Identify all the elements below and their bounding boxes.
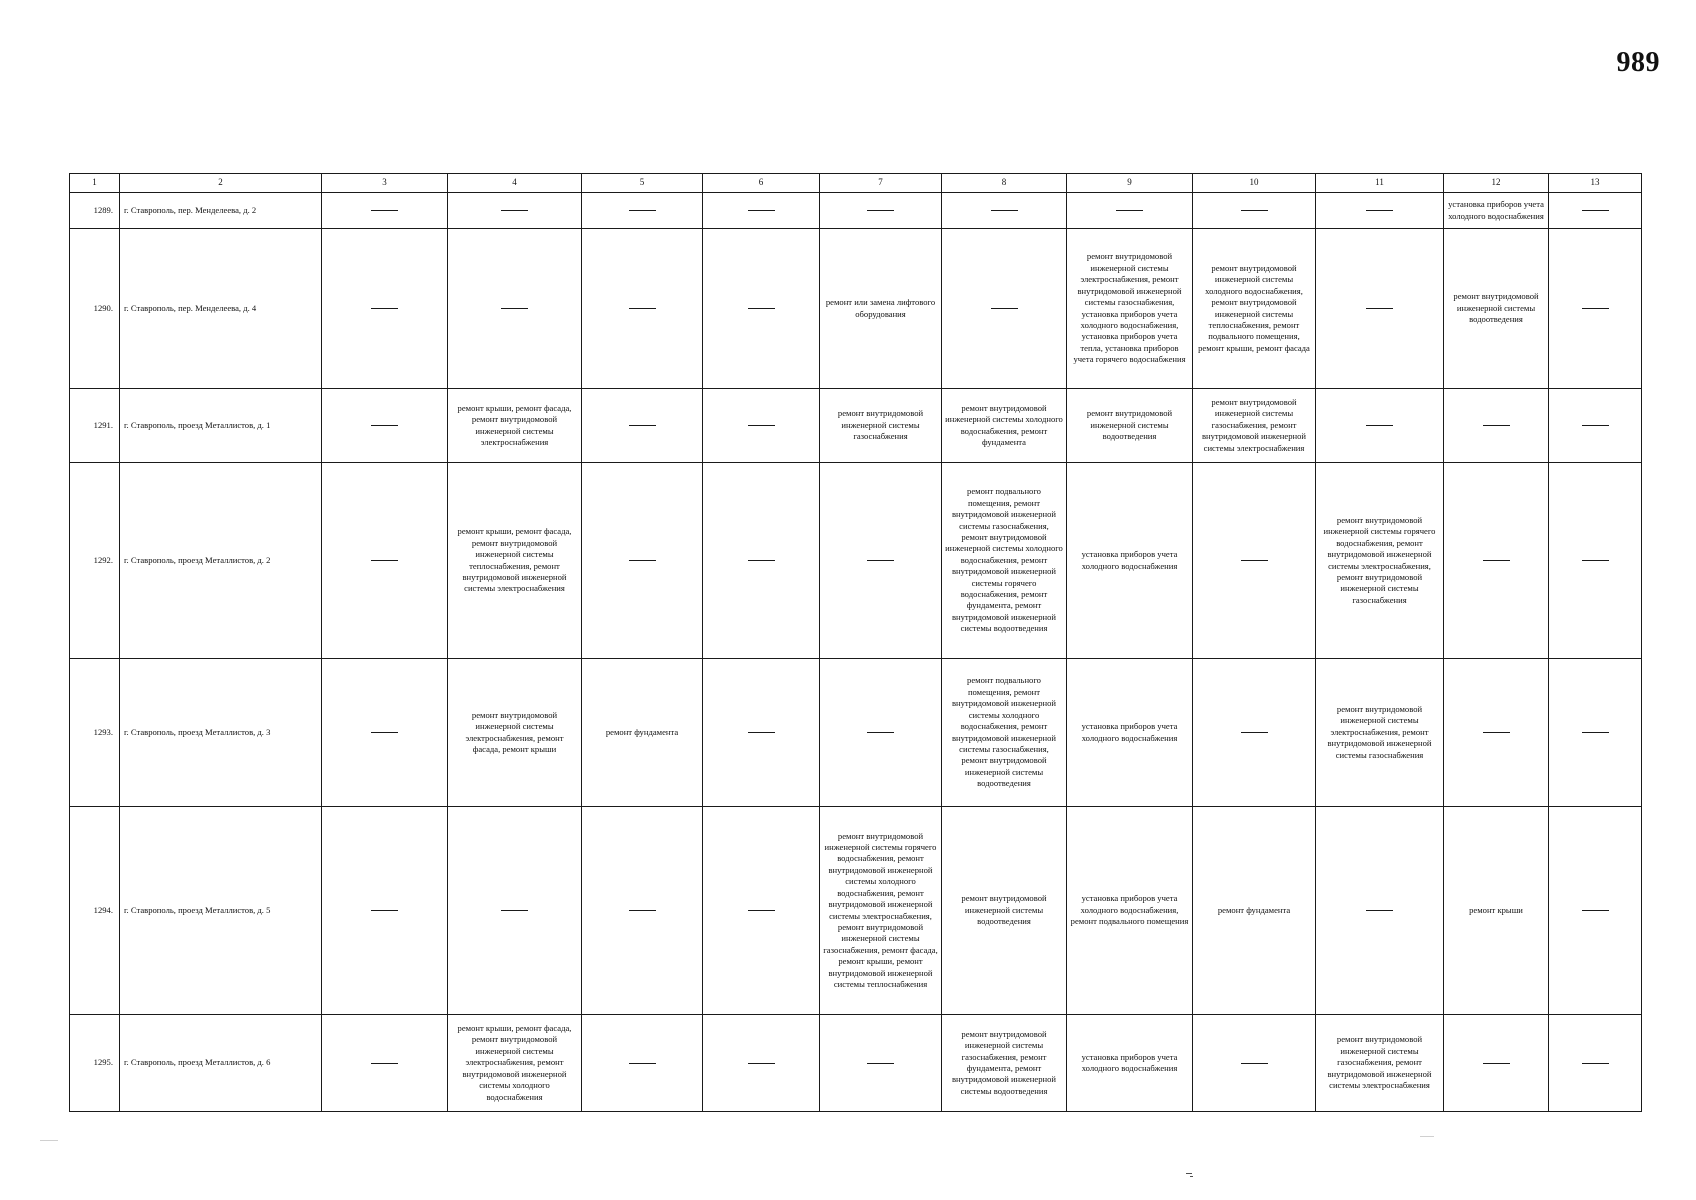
dash-mark xyxy=(991,210,1018,211)
dash-mark xyxy=(867,1063,894,1064)
dash-mark xyxy=(371,210,398,211)
dash-mark xyxy=(629,560,656,561)
empty-cell xyxy=(703,193,820,229)
dash-mark xyxy=(867,210,894,211)
dash-mark xyxy=(1116,210,1143,211)
empty-cell xyxy=(582,807,703,1015)
empty-cell xyxy=(448,807,582,1015)
column-header: 13 xyxy=(1549,174,1642,193)
column-header: 1 xyxy=(70,174,120,193)
column-number-row xyxy=(70,174,1642,193)
empty-cell xyxy=(1549,1015,1642,1112)
empty-cell xyxy=(1316,229,1444,389)
dash-mark xyxy=(1241,560,1268,561)
work-cell: ремонт подвального помещения, ремонт внутридомовой инженерной системы холодного водоснабжения, ремонт внутридомовой инженерной системы газоснабжения, ремонт внутридомовой инженерной системы водоотведения xyxy=(942,659,1067,807)
dash-mark xyxy=(1366,308,1393,309)
column-header: 4 xyxy=(448,174,582,193)
dash-mark xyxy=(1483,560,1510,561)
address-cell: г. Ставрополь, пер. Менделеева, д. 4 xyxy=(120,229,322,389)
column-header: 9 xyxy=(1067,174,1193,193)
dash-mark xyxy=(501,910,528,911)
work-cell: ремонт внутридомовой инженерной системы газоснабжения, ремонт внутридомовой инженерной системы электроснабжения xyxy=(1193,389,1316,463)
column-header: 6 xyxy=(703,174,820,193)
dash-mark xyxy=(1241,1063,1268,1064)
dash-mark xyxy=(629,308,656,309)
dash-mark xyxy=(748,210,775,211)
work-cell: ремонт внутридомовой инженерной системы водоотведения xyxy=(1444,229,1549,389)
empty-cell xyxy=(1549,229,1642,389)
empty-cell xyxy=(1549,193,1642,229)
dash-mark xyxy=(748,560,775,561)
dash-mark xyxy=(748,732,775,733)
dash-mark xyxy=(1582,910,1609,911)
work-cell: ремонт внутридомовой инженерной системы электроснабжения, ремонт внутридомовой инженерной системы газоснабжения, установка приборов учета холодного водоснабжения, установка приборов учета тепла, установка приборов учета горячего водоснабжения xyxy=(1067,229,1193,389)
dash-mark xyxy=(371,1063,398,1064)
column-header: 8 xyxy=(942,174,1067,193)
work-cell: ремонт внутридомовой инженерной системы электроснабжения, ремонт фасада, ремонт крыши xyxy=(448,659,582,807)
dash-mark xyxy=(371,425,398,426)
work-cell: ремонт внутридомовой инженерной системы горячего водоснабжения, ремонт внутридомовой инженерной системы холодного водоснабжения, ремонт внутридомовой инженерной системы электроснабжения, ремонт внутридомовой инженерной системы газоснабжения, ремонт фасада, ремонт крыши, ремонт внутридомовой инженерной системы теплоснабжения xyxy=(820,807,942,1015)
dash-mark xyxy=(1582,560,1609,561)
dash-mark xyxy=(1582,732,1609,733)
row-number-cell: 1293. xyxy=(70,659,120,807)
page-number: 989 xyxy=(1616,47,1660,78)
empty-cell xyxy=(1193,193,1316,229)
work-cell: ремонт крыши, ремонт фасада, ремонт внутридомовой инженерной системы электроснабжения xyxy=(448,389,582,463)
work-cell: установка приборов учета холодного водоснабжения xyxy=(1067,1015,1193,1112)
work-cell: ремонт внутридомовой инженерной системы холодного водоснабжения, ремонт фундамента xyxy=(942,389,1067,463)
work-cell: ремонт внутридомовой инженерной системы газоснабжения, ремонт фундамента, ремонт внутридомовой инженерной системы водоотведения xyxy=(942,1015,1067,1112)
column-header: 3 xyxy=(322,174,448,193)
column-header: 11 xyxy=(1316,174,1444,193)
empty-cell xyxy=(1316,389,1444,463)
dash-mark xyxy=(371,308,398,309)
empty-cell xyxy=(1316,807,1444,1015)
dash-mark xyxy=(1582,210,1609,211)
work-cell: ремонт крыши xyxy=(1444,807,1549,1015)
dash-mark xyxy=(629,210,656,211)
dash-mark xyxy=(1366,210,1393,211)
table-row xyxy=(70,389,1642,463)
dash-mark xyxy=(371,732,398,733)
table-row xyxy=(70,463,1642,659)
dash-mark xyxy=(1241,210,1268,211)
empty-cell xyxy=(703,463,820,659)
repair-register-table xyxy=(69,173,1642,1112)
empty-cell xyxy=(448,193,582,229)
dash-mark xyxy=(991,308,1018,309)
empty-cell xyxy=(1193,1015,1316,1112)
address-cell: г. Ставрополь, проезд Металлистов, д. 2 xyxy=(120,463,322,659)
dash-mark xyxy=(371,910,398,911)
work-cell: ремонт внутридомовой инженерной системы электроснабжения, ремонт внутридомовой инженерной системы газоснабжения xyxy=(1316,659,1444,807)
empty-cell xyxy=(1444,1015,1549,1112)
dash-mark xyxy=(371,560,398,561)
dash-mark xyxy=(1366,425,1393,426)
row-number-cell: 1295. xyxy=(70,1015,120,1112)
work-cell: установка приборов учета холодного водоснабжения xyxy=(1444,193,1549,229)
dash-mark xyxy=(867,560,894,561)
column-header: 5 xyxy=(582,174,703,193)
empty-cell xyxy=(582,193,703,229)
empty-cell xyxy=(322,193,448,229)
empty-cell xyxy=(1444,659,1549,807)
address-cell: г. Ставрополь, проезд Металлистов, д. 6 xyxy=(120,1015,322,1112)
empty-cell xyxy=(322,1015,448,1112)
dash-mark xyxy=(748,910,775,911)
dash-mark xyxy=(629,425,656,426)
dash-mark xyxy=(1582,308,1609,309)
empty-cell xyxy=(448,229,582,389)
empty-cell xyxy=(820,659,942,807)
work-cell: ремонт фундамента xyxy=(1193,807,1316,1015)
row-number-cell: 1290. xyxy=(70,229,120,389)
table-row xyxy=(70,193,1642,229)
table-row xyxy=(70,807,1642,1015)
empty-cell xyxy=(703,1015,820,1112)
empty-cell xyxy=(703,659,820,807)
empty-cell xyxy=(1067,193,1193,229)
empty-cell xyxy=(582,229,703,389)
dash-mark xyxy=(1483,732,1510,733)
scan-speck xyxy=(1420,1136,1434,1137)
work-cell: ремонт внутридомовой инженерной системы холодного водоснабжения, ремонт внутридомовой инженерной системы теплоснабжения, ремонт подвального помещения, ремонт крыши, ремонт фасада xyxy=(1193,229,1316,389)
column-header: 12 xyxy=(1444,174,1549,193)
empty-cell xyxy=(1549,807,1642,1015)
dash-mark xyxy=(1241,732,1268,733)
work-cell: ремонт внутридомовой инженерной системы водоотведения xyxy=(942,807,1067,1015)
work-cell: ремонт внутридомовой инженерной системы водоотведения xyxy=(1067,389,1193,463)
empty-cell xyxy=(1549,463,1642,659)
empty-cell xyxy=(703,389,820,463)
empty-cell xyxy=(1549,389,1642,463)
work-cell: ремонт подвального помещения, ремонт внутридомовой инженерной системы газоснабжения, ремонт внутридомовой инженерной системы холодного водоснабжения, ремонт внутридомовой инженерной системы горячего водоснабжения, ремонт фундамента, ремонт внутридомовой инженерной системы водоотведения xyxy=(942,463,1067,659)
dash-mark xyxy=(867,732,894,733)
column-header: 10 xyxy=(1193,174,1316,193)
table-row xyxy=(70,1015,1642,1112)
work-cell: ремонт крыши, ремонт фасада, ремонт внутридомовой инженерной системы электроснабжения, ремонт внутридомовой инженерной системы холодного водоснабжения xyxy=(448,1015,582,1112)
dash-mark xyxy=(501,308,528,309)
address-cell: г. Ставрополь, проезд Металлистов, д. 3 xyxy=(120,659,322,807)
dash-mark xyxy=(501,210,528,211)
column-header: 7 xyxy=(820,174,942,193)
column-header: 2 xyxy=(120,174,322,193)
work-cell: ремонт внутридомовой инженерной системы газоснабжения, ремонт внутридомовой инженерной системы электроснабжения xyxy=(1316,1015,1444,1112)
empty-cell xyxy=(582,389,703,463)
empty-cell xyxy=(1444,389,1549,463)
empty-cell xyxy=(1549,659,1642,807)
scan-speck xyxy=(1186,1173,1192,1174)
work-cell: ремонт крыши, ремонт фасада, ремонт внутридомовой инженерной системы теплоснабжения, ремонт внутридомовой инженерной системы электроснабжения xyxy=(448,463,582,659)
dash-mark xyxy=(748,425,775,426)
work-cell: установка приборов учета холодного водоснабжения, ремонт подвального помещения xyxy=(1067,807,1193,1015)
empty-cell xyxy=(1193,659,1316,807)
table-row xyxy=(70,229,1642,389)
dash-mark xyxy=(748,308,775,309)
empty-cell xyxy=(1444,463,1549,659)
dash-mark xyxy=(748,1063,775,1064)
row-number-cell: 1292. xyxy=(70,463,120,659)
dash-mark xyxy=(1483,1063,1510,1064)
table-body xyxy=(70,193,1642,1112)
dash-mark xyxy=(1582,1063,1609,1064)
work-cell: ремонт внутридомовой инженерной системы горячего водоснабжения, ремонт внутридомовой инженерной системы электроснабжения, ремонт внутридомовой инженерной системы газоснабжения xyxy=(1316,463,1444,659)
empty-cell xyxy=(322,389,448,463)
empty-cell xyxy=(322,229,448,389)
empty-cell xyxy=(322,807,448,1015)
address-cell: г. Ставрополь, проезд Металлистов, д. 1 xyxy=(120,389,322,463)
empty-cell xyxy=(820,463,942,659)
empty-cell xyxy=(820,193,942,229)
empty-cell xyxy=(322,463,448,659)
empty-cell xyxy=(820,1015,942,1112)
empty-cell xyxy=(582,1015,703,1112)
empty-cell xyxy=(703,229,820,389)
scan-speck xyxy=(40,1140,58,1141)
empty-cell xyxy=(703,807,820,1015)
work-cell: установка приборов учета холодного водоснабжения xyxy=(1067,659,1193,807)
dash-mark xyxy=(629,1063,656,1064)
address-cell: г. Ставрополь, проезд Металлистов, д. 5 xyxy=(120,807,322,1015)
work-cell: ремонт фундамента xyxy=(582,659,703,807)
dash-mark xyxy=(1366,910,1393,911)
work-cell: установка приборов учета холодного водоснабжения xyxy=(1067,463,1193,659)
empty-cell xyxy=(322,659,448,807)
row-number-cell: 1291. xyxy=(70,389,120,463)
empty-cell xyxy=(1193,463,1316,659)
empty-cell xyxy=(942,193,1067,229)
dash-mark xyxy=(1483,425,1510,426)
empty-cell xyxy=(942,229,1067,389)
row-number-cell: 1294. xyxy=(70,807,120,1015)
dash-mark xyxy=(1582,425,1609,426)
work-cell: ремонт внутридомовой инженерной системы газоснабжения xyxy=(820,389,942,463)
address-cell: г. Ставрополь, пер. Менделеева, д. 2 xyxy=(120,193,322,229)
empty-cell xyxy=(582,463,703,659)
table-row xyxy=(70,659,1642,807)
dash-mark xyxy=(629,910,656,911)
scan-speck xyxy=(1190,1176,1193,1177)
empty-cell xyxy=(1316,193,1444,229)
row-number-cell: 1289. xyxy=(70,193,120,229)
work-cell: ремонт или замена лифтового оборудования xyxy=(820,229,942,389)
